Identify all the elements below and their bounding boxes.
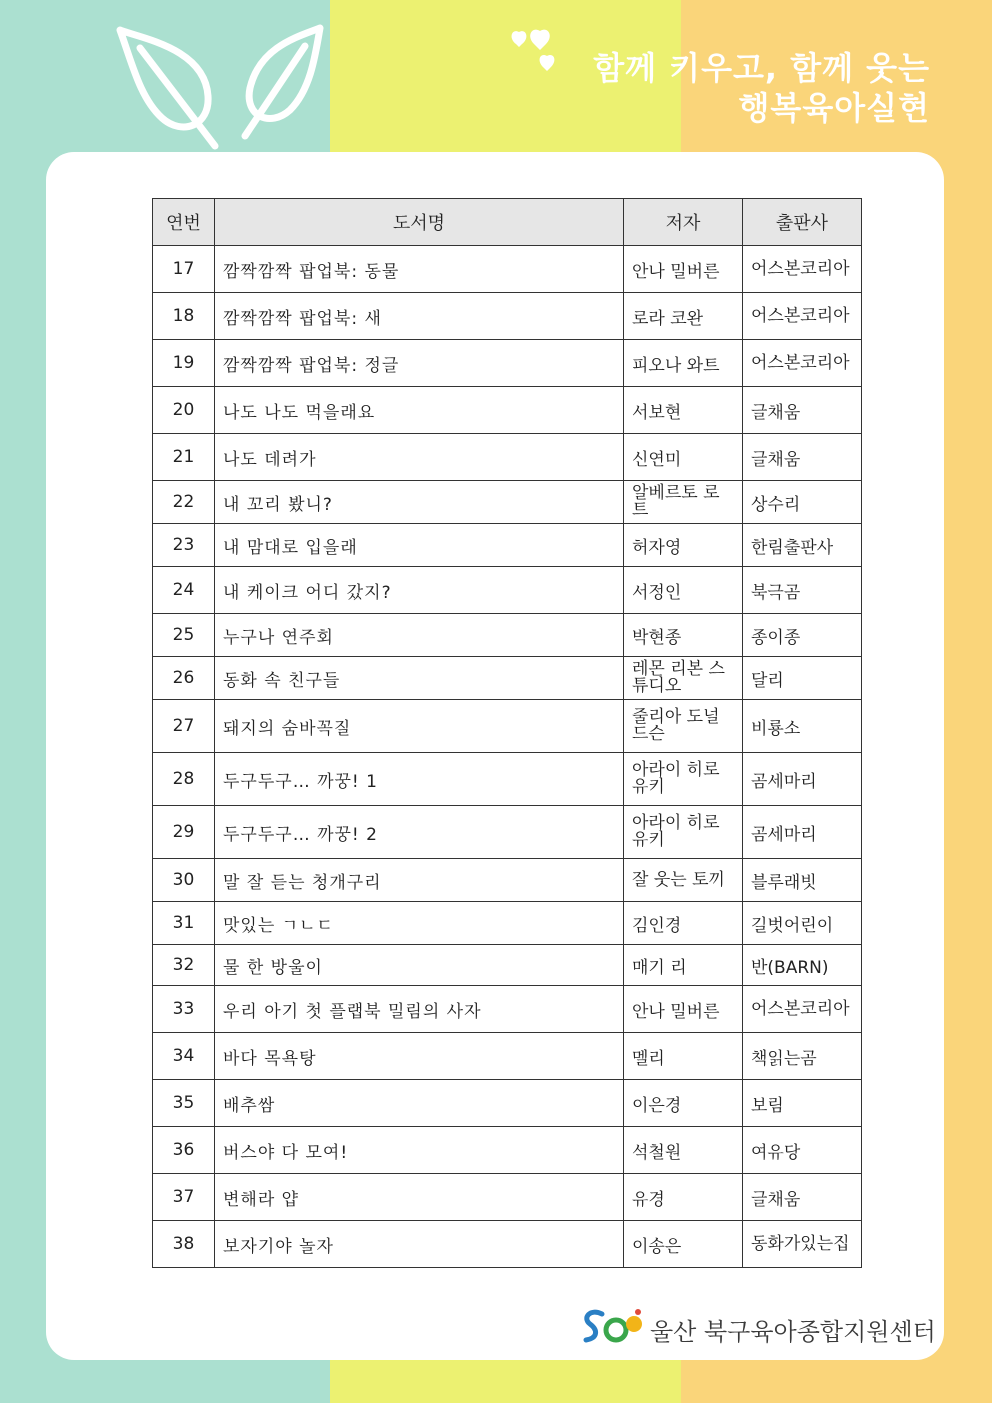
row-number: 22 [153, 481, 215, 524]
row-publisher: 글채움 [743, 1174, 862, 1221]
row-publisher: 종이종 [743, 614, 862, 657]
row-title: 깜짝깜짝 팝업북: 정글 [215, 340, 624, 387]
row-author: 서보현 [624, 387, 743, 434]
row-number: 35 [153, 1080, 215, 1127]
row-title: 두구두구… 까꿍! 1 [215, 753, 624, 806]
table-row [153, 1080, 862, 1127]
row-title: 동화 속 친구들 [215, 657, 624, 700]
row-author: 멜리 [624, 1033, 743, 1080]
row-publisher: 어스본코리아 [743, 246, 862, 293]
row-title: 버스야 다 모여! [215, 1127, 624, 1174]
table-row [153, 1127, 862, 1174]
row-publisher: 달리 [743, 657, 862, 700]
row-title: 변해라 얍 [215, 1174, 624, 1221]
row-author: 안나 밀버른 [624, 986, 743, 1033]
center-logo-icon [580, 1306, 644, 1346]
table-row [153, 657, 862, 700]
row-publisher: 한림출판사 [743, 524, 862, 567]
row-publisher: 길벗어린이 [743, 902, 862, 945]
header-title: 도서명 [215, 199, 624, 246]
row-author: 박현종 [624, 614, 743, 657]
row-publisher: 어스본코리아 [743, 340, 862, 387]
table-row [153, 1221, 862, 1268]
row-number: 18 [153, 293, 215, 340]
row-title: 두구두구… 까꿍! 2 [215, 806, 624, 859]
table-row [153, 986, 862, 1033]
table-row [153, 340, 862, 387]
table-row [153, 902, 862, 945]
row-author: 피오나 와트 [624, 340, 743, 387]
table-row [153, 945, 862, 986]
leaves-icon [110, 18, 340, 158]
row-publisher: 보림 [743, 1080, 862, 1127]
row-number: 28 [153, 753, 215, 806]
table-row [153, 806, 862, 859]
row-number: 29 [153, 806, 215, 859]
row-author: 유경 [624, 1174, 743, 1221]
row-title: 바다 목욕탕 [215, 1033, 624, 1080]
row-number: 32 [153, 945, 215, 986]
row-author: 서정인 [624, 567, 743, 614]
table-row [153, 524, 862, 567]
row-number: 26 [153, 657, 215, 700]
row-publisher: 블루래빗 [743, 859, 862, 902]
table-row [153, 293, 862, 340]
row-number: 25 [153, 614, 215, 657]
row-number: 17 [153, 246, 215, 293]
row-author: 이송은 [624, 1221, 743, 1268]
row-title: 보자기야 놀자 [215, 1221, 624, 1268]
row-author: 아라이 히로유키 [624, 753, 743, 806]
row-author: 김인경 [624, 902, 743, 945]
row-number: 38 [153, 1221, 215, 1268]
row-publisher: 책읽는곰 [743, 1033, 862, 1080]
row-publisher: 어스본코리아 [743, 986, 862, 1033]
row-title: 돼지의 숨바꼭질 [215, 700, 624, 753]
row-author: 알베르토 로트 [624, 481, 743, 524]
row-number: 36 [153, 1127, 215, 1174]
row-publisher: 북극곰 [743, 567, 862, 614]
hearts-icon [506, 24, 572, 72]
table-row [153, 859, 862, 902]
row-author: 줄리아 도널드슨 [624, 700, 743, 753]
row-title: 내 맘대로 입을래 [215, 524, 624, 567]
row-publisher: 상수리 [743, 481, 862, 524]
row-title: 배추쌈 [215, 1080, 624, 1127]
row-title: 누구나 연주회 [215, 614, 624, 657]
table-header-row [153, 199, 862, 246]
row-publisher: 반(BARN) [743, 945, 862, 986]
table-row [153, 434, 862, 481]
row-author: 로라 코완 [624, 293, 743, 340]
row-publisher: 글채움 [743, 387, 862, 434]
row-publisher: 여유당 [743, 1127, 862, 1174]
row-author: 매기 리 [624, 945, 743, 986]
slogan-line-1: 함께 키우고, 함께 웃는 [593, 49, 930, 87]
table-row [153, 700, 862, 753]
row-author: 안나 밀버른 [624, 246, 743, 293]
row-title: 우리 아기 첫 플랩북 밀림의 사자 [215, 986, 624, 1033]
row-publisher: 곰세마리 [743, 753, 862, 806]
row-author: 아라이 히로유키 [624, 806, 743, 859]
center-logo [580, 1306, 936, 1350]
row-title: 물 한 방울이 [215, 945, 624, 986]
row-author: 레몬 리본 스튜디오 [624, 657, 743, 700]
row-title: 깜짝깜짝 팝업북: 새 [215, 293, 624, 340]
row-number: 19 [153, 340, 215, 387]
slogan-line-2: 행복육아실현 [738, 89, 930, 127]
table-row [153, 246, 862, 293]
row-publisher: 글채움 [743, 434, 862, 481]
row-number: 27 [153, 700, 215, 753]
row-number: 34 [153, 1033, 215, 1080]
row-title: 깜짝깜짝 팝업북: 동물 [215, 246, 624, 293]
row-publisher: 비룡소 [743, 700, 862, 753]
center-name: 울산 북구육아종합지원센터 [650, 1318, 936, 1346]
row-author: 잘 웃는 토끼 [624, 859, 743, 902]
table-row [153, 567, 862, 614]
table-row [153, 387, 862, 434]
table-row [153, 1174, 862, 1221]
row-publisher: 동화가있는집 [743, 1221, 862, 1268]
table-row [153, 1033, 862, 1080]
row-publisher: 어스본코리아 [743, 293, 862, 340]
row-number: 31 [153, 902, 215, 945]
row-title: 나도 데려가 [215, 434, 624, 481]
row-number: 24 [153, 567, 215, 614]
table-row [153, 753, 862, 806]
table-row [153, 481, 862, 524]
row-title: 나도 나도 먹을래요 [215, 387, 624, 434]
row-title: 내 케이크 어디 갔지? [215, 567, 624, 614]
row-author: 허자영 [624, 524, 743, 567]
row-author: 석철원 [624, 1127, 743, 1174]
row-number: 21 [153, 434, 215, 481]
header-publisher: 출판사 [743, 199, 862, 246]
row-author: 이은경 [624, 1080, 743, 1127]
row-number: 33 [153, 986, 215, 1033]
table-row [153, 614, 862, 657]
header-author: 저자 [624, 199, 743, 246]
row-number: 23 [153, 524, 215, 567]
row-number: 37 [153, 1174, 215, 1221]
row-number: 20 [153, 387, 215, 434]
row-title: 내 꼬리 봤니? [215, 481, 624, 524]
row-publisher: 곰세마리 [743, 806, 862, 859]
book-list-table [152, 198, 862, 1268]
header-number: 연번 [153, 199, 215, 246]
row-author: 신연미 [624, 434, 743, 481]
row-title: 말 잘 듣는 청개구리 [215, 859, 624, 902]
row-title: 맛있는 ㄱㄴㄷ [215, 902, 624, 945]
slogan [593, 48, 930, 128]
row-number: 30 [153, 859, 215, 902]
